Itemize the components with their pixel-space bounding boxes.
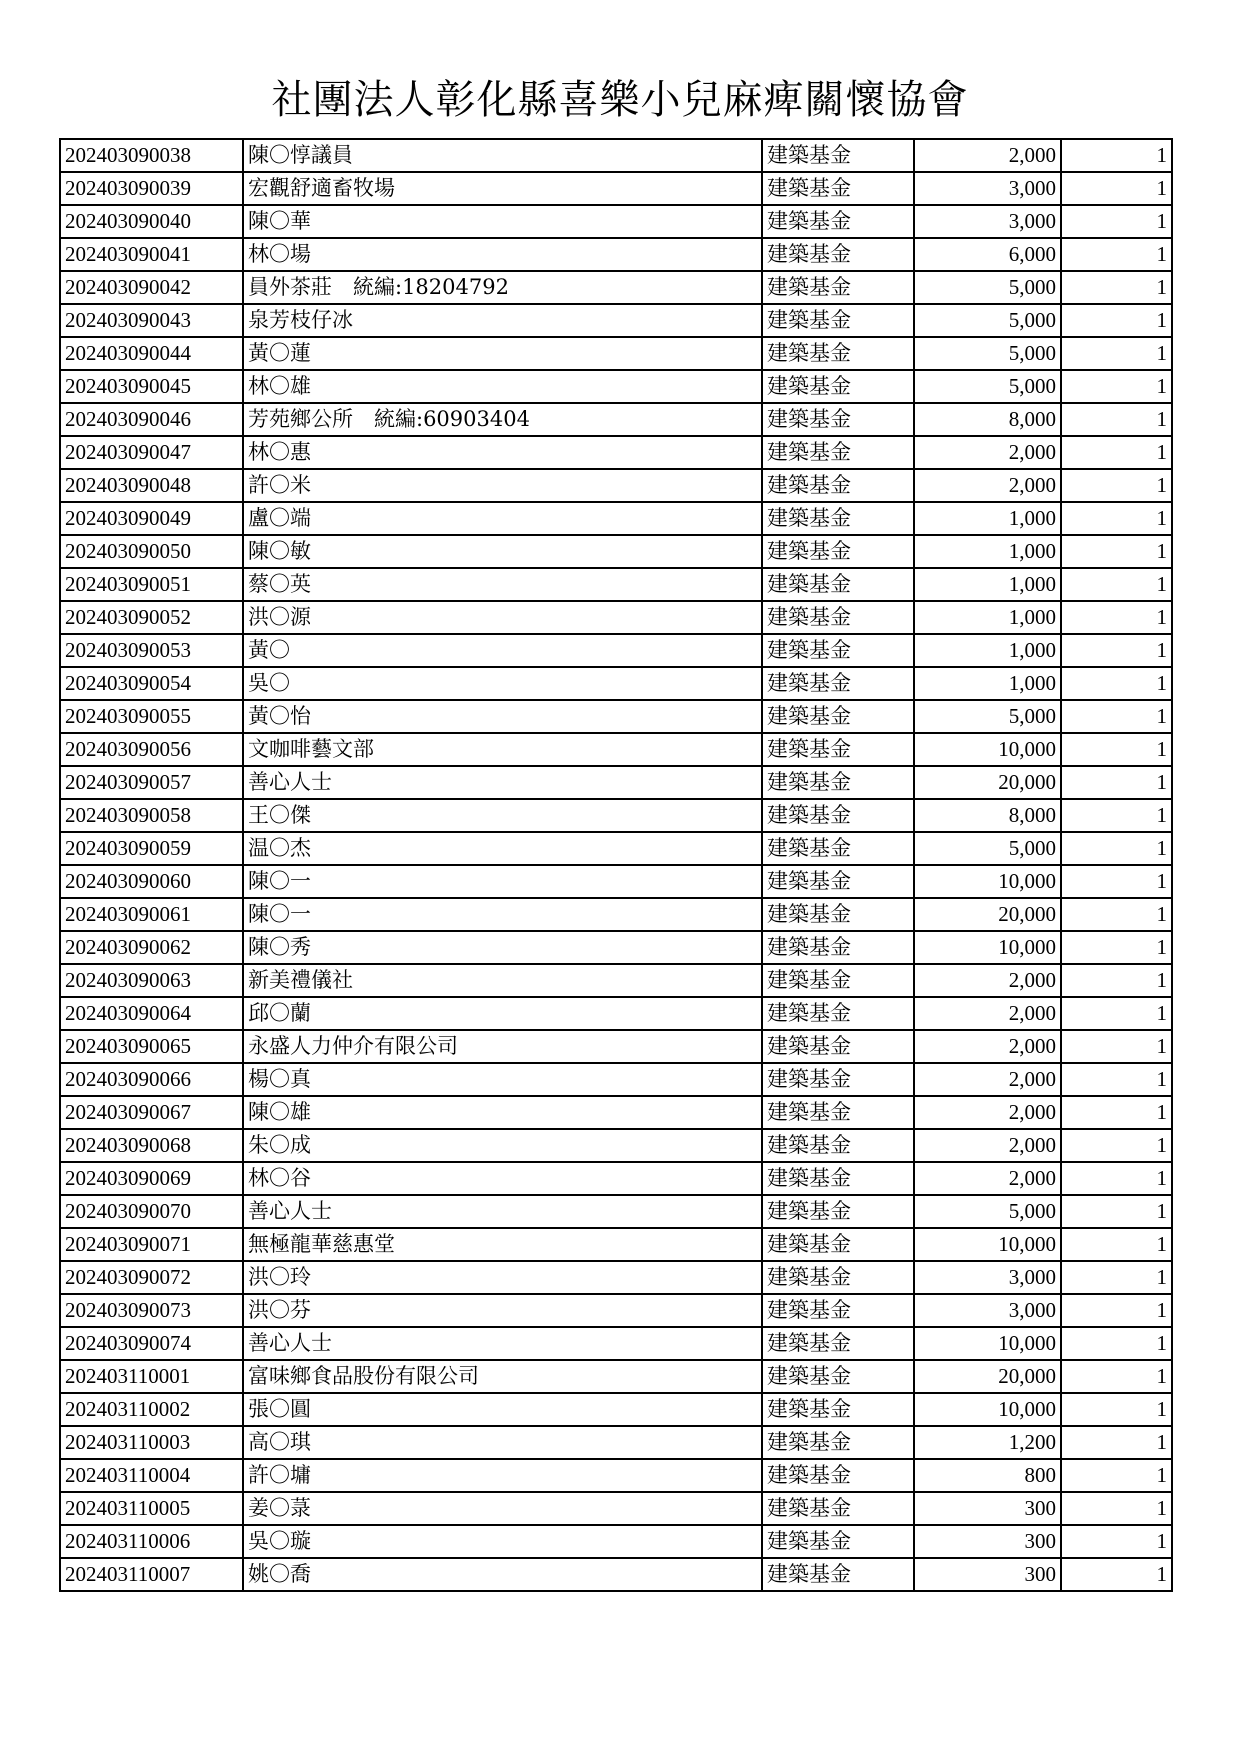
donor-name-cell: 洪〇玲 xyxy=(243,1261,762,1294)
donor-name-cell: 林〇谷 xyxy=(243,1162,762,1195)
table-row xyxy=(60,1162,1172,1195)
receipt-number-cell: 202403090066 xyxy=(60,1063,243,1096)
count-cell: 1 xyxy=(1061,1195,1172,1228)
donor-name-cell: 善心人士 xyxy=(243,1327,762,1360)
receipt-number-cell: 202403090074 xyxy=(60,1327,243,1360)
receipt-number-cell: 202403090063 xyxy=(60,964,243,997)
count-cell: 1 xyxy=(1061,304,1172,337)
receipt-number-cell: 202403090056 xyxy=(60,733,243,766)
table-row xyxy=(60,1327,1172,1360)
donation-amount-cell: 1,200 xyxy=(914,1426,1061,1459)
count-cell: 1 xyxy=(1061,733,1172,766)
donor-name-cell: 許〇墉 xyxy=(243,1459,762,1492)
donation-amount-cell: 2,000 xyxy=(914,139,1061,172)
donation-amount-cell: 5,000 xyxy=(914,700,1061,733)
donation-amount-cell: 5,000 xyxy=(914,1195,1061,1228)
table-row xyxy=(60,1459,1172,1492)
table-row xyxy=(60,700,1172,733)
donation-amount-cell: 5,000 xyxy=(914,304,1061,337)
fund-type-cell: 建築基金 xyxy=(762,436,914,469)
fund-type-cell: 建築基金 xyxy=(762,700,914,733)
donation-amount-cell: 3,000 xyxy=(914,172,1061,205)
donation-amount-cell: 300 xyxy=(914,1525,1061,1558)
donation-amount-cell: 2,000 xyxy=(914,964,1061,997)
donor-name-cell: 黃〇怡 xyxy=(243,700,762,733)
fund-type-cell: 建築基金 xyxy=(762,1261,914,1294)
count-cell: 1 xyxy=(1061,205,1172,238)
page-title: 社團法人彰化縣喜樂小兒麻痺關懷協會 xyxy=(271,77,969,123)
receipt-number-cell: 202403090073 xyxy=(60,1294,243,1327)
donation-amount-cell: 5,000 xyxy=(914,271,1061,304)
receipt-number-cell: 202403110004 xyxy=(60,1459,243,1492)
table-row xyxy=(60,568,1172,601)
donor-name-cell: 洪〇源 xyxy=(243,601,762,634)
receipt-number-cell: 202403090053 xyxy=(60,634,243,667)
receipt-number-cell: 202403110005 xyxy=(60,1492,243,1525)
count-cell: 1 xyxy=(1061,1129,1172,1162)
receipt-number-cell: 202403090048 xyxy=(60,469,243,502)
count-cell: 1 xyxy=(1061,997,1172,1030)
donation-amount-cell: 1,000 xyxy=(914,502,1061,535)
fund-type-cell: 建築基金 xyxy=(762,1327,914,1360)
fund-type-cell: 建築基金 xyxy=(762,337,914,370)
donor-name-cell: 盧〇端 xyxy=(243,502,762,535)
donation-table xyxy=(59,138,1173,1592)
receipt-number-cell: 202403090060 xyxy=(60,865,243,898)
count-cell: 1 xyxy=(1061,865,1172,898)
count-cell: 1 xyxy=(1061,1063,1172,1096)
receipt-number-cell: 202403090061 xyxy=(60,898,243,931)
fund-type-cell: 建築基金 xyxy=(762,1426,914,1459)
donor-name-cell: 林〇雄 xyxy=(243,370,762,403)
count-cell: 1 xyxy=(1061,535,1172,568)
donor-name-cell: 吳〇璇 xyxy=(243,1525,762,1558)
count-cell: 1 xyxy=(1061,337,1172,370)
fund-type-cell: 建築基金 xyxy=(762,1558,914,1591)
donation-amount-cell: 5,000 xyxy=(914,832,1061,865)
count-cell: 1 xyxy=(1061,172,1172,205)
receipt-number-cell: 202403090057 xyxy=(60,766,243,799)
table-row xyxy=(60,964,1172,997)
table-row xyxy=(60,1360,1172,1393)
donor-name-cell: 陳〇華 xyxy=(243,205,762,238)
table-row xyxy=(60,1393,1172,1426)
table-row xyxy=(60,898,1172,931)
donor-name-cell: 蔡〇英 xyxy=(243,568,762,601)
fund-type-cell: 建築基金 xyxy=(762,799,914,832)
donation-amount-cell: 2,000 xyxy=(914,1129,1061,1162)
donation-amount-cell: 20,000 xyxy=(914,898,1061,931)
count-cell: 1 xyxy=(1061,1459,1172,1492)
donor-name-cell: 芳苑鄉公所 統編:60903404 xyxy=(243,403,762,436)
count-cell: 1 xyxy=(1061,403,1172,436)
fund-type-cell: 建築基金 xyxy=(762,139,914,172)
count-cell: 1 xyxy=(1061,931,1172,964)
donation-amount-cell: 300 xyxy=(914,1558,1061,1591)
donor-name-cell: 新美禮儀社 xyxy=(243,964,762,997)
donation-amount-cell: 2,000 xyxy=(914,436,1061,469)
fund-type-cell: 建築基金 xyxy=(762,1129,914,1162)
donor-name-cell: 張〇圓 xyxy=(243,1393,762,1426)
donor-name-cell: 善心人士 xyxy=(243,1195,762,1228)
count-cell: 1 xyxy=(1061,1393,1172,1426)
donation-amount-cell: 3,000 xyxy=(914,205,1061,238)
table-row xyxy=(60,238,1172,271)
table-row xyxy=(60,172,1172,205)
table-row xyxy=(60,1492,1172,1525)
donation-amount-cell: 1,000 xyxy=(914,634,1061,667)
receipt-number-cell: 202403110007 xyxy=(60,1558,243,1591)
fund-type-cell: 建築基金 xyxy=(762,535,914,568)
donor-name-cell: 文咖啡藝文部 xyxy=(243,733,762,766)
table-row xyxy=(60,799,1172,832)
receipt-number-cell: 202403090046 xyxy=(60,403,243,436)
count-cell: 1 xyxy=(1061,238,1172,271)
donor-name-cell: 許〇米 xyxy=(243,469,762,502)
fund-type-cell: 建築基金 xyxy=(762,1096,914,1129)
donation-table-body xyxy=(60,139,1172,1591)
table-row xyxy=(60,1261,1172,1294)
receipt-number-cell: 202403090041 xyxy=(60,238,243,271)
table-row xyxy=(60,634,1172,667)
fund-type-cell: 建築基金 xyxy=(762,502,914,535)
fund-type-cell: 建築基金 xyxy=(762,568,914,601)
table-row xyxy=(60,337,1172,370)
donor-name-cell: 朱〇成 xyxy=(243,1129,762,1162)
donor-name-cell: 無極龍華慈惠堂 xyxy=(243,1228,762,1261)
receipt-number-cell: 202403090055 xyxy=(60,700,243,733)
donation-amount-cell: 2,000 xyxy=(914,1063,1061,1096)
count-cell: 1 xyxy=(1061,1525,1172,1558)
fund-type-cell: 建築基金 xyxy=(762,1063,914,1096)
count-cell: 1 xyxy=(1061,1558,1172,1591)
fund-type-cell: 建築基金 xyxy=(762,601,914,634)
table-row xyxy=(60,469,1172,502)
donation-amount-cell: 3,000 xyxy=(914,1294,1061,1327)
donor-name-cell: 員外茶莊 統編:18204792 xyxy=(243,271,762,304)
fund-type-cell: 建築基金 xyxy=(762,1294,914,1327)
count-cell: 1 xyxy=(1061,436,1172,469)
donation-amount-cell: 10,000 xyxy=(914,1327,1061,1360)
fund-type-cell: 建築基金 xyxy=(762,403,914,436)
table-row xyxy=(60,304,1172,337)
table-row xyxy=(60,997,1172,1030)
donor-name-cell: 林〇惠 xyxy=(243,436,762,469)
donation-amount-cell: 5,000 xyxy=(914,370,1061,403)
fund-type-cell: 建築基金 xyxy=(762,634,914,667)
fund-type-cell: 建築基金 xyxy=(762,205,914,238)
donor-name-cell: 陳〇敏 xyxy=(243,535,762,568)
donor-name-cell: 陳〇惇議員 xyxy=(243,139,762,172)
fund-type-cell: 建築基金 xyxy=(762,1360,914,1393)
table-row xyxy=(60,1294,1172,1327)
table-row xyxy=(60,1426,1172,1459)
fund-type-cell: 建築基金 xyxy=(762,1162,914,1195)
fund-type-cell: 建築基金 xyxy=(762,1030,914,1063)
receipt-number-cell: 202403090062 xyxy=(60,931,243,964)
count-cell: 1 xyxy=(1061,1261,1172,1294)
donation-amount-cell: 300 xyxy=(914,1492,1061,1525)
donation-amount-cell: 20,000 xyxy=(914,766,1061,799)
donation-amount-cell: 1,000 xyxy=(914,568,1061,601)
table-row xyxy=(60,766,1172,799)
count-cell: 1 xyxy=(1061,271,1172,304)
donation-amount-cell: 10,000 xyxy=(914,1228,1061,1261)
donation-amount-cell: 5,000 xyxy=(914,337,1061,370)
table-row xyxy=(60,601,1172,634)
receipt-number-cell: 202403090064 xyxy=(60,997,243,1030)
count-cell: 1 xyxy=(1061,1492,1172,1525)
table-row xyxy=(60,832,1172,865)
donor-name-cell: 楊〇真 xyxy=(243,1063,762,1096)
count-cell: 1 xyxy=(1061,568,1172,601)
donor-name-cell: 姜〇菉 xyxy=(243,1492,762,1525)
table-row xyxy=(60,1129,1172,1162)
receipt-number-cell: 202403090072 xyxy=(60,1261,243,1294)
donation-amount-cell: 10,000 xyxy=(914,1393,1061,1426)
receipt-number-cell: 202403090043 xyxy=(60,304,243,337)
donation-amount-cell: 2,000 xyxy=(914,469,1061,502)
receipt-number-cell: 202403090054 xyxy=(60,667,243,700)
donor-name-cell: 泉芳枝仔冰 xyxy=(243,304,762,337)
count-cell: 1 xyxy=(1061,1030,1172,1063)
donation-amount-cell: 20,000 xyxy=(914,1360,1061,1393)
donation-amount-cell: 2,000 xyxy=(914,997,1061,1030)
receipt-number-cell: 202403110001 xyxy=(60,1360,243,1393)
fund-type-cell: 建築基金 xyxy=(762,1459,914,1492)
fund-type-cell: 建築基金 xyxy=(762,304,914,337)
fund-type-cell: 建築基金 xyxy=(762,370,914,403)
donor-name-cell: 陳〇雄 xyxy=(243,1096,762,1129)
fund-type-cell: 建築基金 xyxy=(762,865,914,898)
table-row xyxy=(60,535,1172,568)
count-cell: 1 xyxy=(1061,700,1172,733)
donor-name-cell: 黃〇 xyxy=(243,634,762,667)
fund-type-cell: 建築基金 xyxy=(762,1228,914,1261)
donor-name-cell: 林〇場 xyxy=(243,238,762,271)
receipt-number-cell: 202403090042 xyxy=(60,271,243,304)
receipt-number-cell: 202403110002 xyxy=(60,1393,243,1426)
receipt-number-cell: 202403090071 xyxy=(60,1228,243,1261)
fund-type-cell: 建築基金 xyxy=(762,733,914,766)
donation-amount-cell: 10,000 xyxy=(914,733,1061,766)
count-cell: 1 xyxy=(1061,799,1172,832)
count-cell: 1 xyxy=(1061,766,1172,799)
donation-amount-cell: 6,000 xyxy=(914,238,1061,271)
count-cell: 1 xyxy=(1061,1360,1172,1393)
receipt-number-cell: 202403090039 xyxy=(60,172,243,205)
table-row xyxy=(60,205,1172,238)
table-row xyxy=(60,1030,1172,1063)
receipt-number-cell: 202403090049 xyxy=(60,502,243,535)
donor-name-cell: 宏觀舒適畜牧場 xyxy=(243,172,762,205)
table-row xyxy=(60,1063,1172,1096)
donation-amount-cell: 1,000 xyxy=(914,535,1061,568)
donation-amount-cell: 8,000 xyxy=(914,403,1061,436)
table-row xyxy=(60,271,1172,304)
donation-amount-cell: 3,000 xyxy=(914,1261,1061,1294)
donor-name-cell: 吳〇 xyxy=(243,667,762,700)
donor-name-cell: 黃〇蓮 xyxy=(243,337,762,370)
table-row xyxy=(60,733,1172,766)
table-row xyxy=(60,1096,1172,1129)
donation-amount-cell: 800 xyxy=(914,1459,1061,1492)
count-cell: 1 xyxy=(1061,634,1172,667)
fund-type-cell: 建築基金 xyxy=(762,172,914,205)
count-cell: 1 xyxy=(1061,1294,1172,1327)
table-row xyxy=(60,865,1172,898)
count-cell: 1 xyxy=(1061,502,1172,535)
receipt-number-cell: 202403090038 xyxy=(60,139,243,172)
count-cell: 1 xyxy=(1061,601,1172,634)
donor-name-cell: 高〇琪 xyxy=(243,1426,762,1459)
receipt-number-cell: 202403090050 xyxy=(60,535,243,568)
donor-name-cell: 姚〇喬 xyxy=(243,1558,762,1591)
donor-name-cell: 永盛人力仲介有限公司 xyxy=(243,1030,762,1063)
fund-type-cell: 建築基金 xyxy=(762,1492,914,1525)
count-cell: 1 xyxy=(1061,370,1172,403)
count-cell: 1 xyxy=(1061,964,1172,997)
donation-amount-cell: 10,000 xyxy=(914,865,1061,898)
table-row xyxy=(60,370,1172,403)
fund-type-cell: 建築基金 xyxy=(762,898,914,931)
count-cell: 1 xyxy=(1061,1426,1172,1459)
donor-name-cell: 王〇傑 xyxy=(243,799,762,832)
fund-type-cell: 建築基金 xyxy=(762,964,914,997)
fund-type-cell: 建築基金 xyxy=(762,238,914,271)
table-row xyxy=(60,502,1172,535)
fund-type-cell: 建築基金 xyxy=(762,997,914,1030)
donation-amount-cell: 2,000 xyxy=(914,1096,1061,1129)
count-cell: 1 xyxy=(1061,898,1172,931)
receipt-number-cell: 202403090065 xyxy=(60,1030,243,1063)
donor-name-cell: 邱〇蘭 xyxy=(243,997,762,1030)
count-cell: 1 xyxy=(1061,1162,1172,1195)
fund-type-cell: 建築基金 xyxy=(762,667,914,700)
donation-amount-cell: 2,000 xyxy=(914,1162,1061,1195)
donor-name-cell: 陳〇一 xyxy=(243,898,762,931)
receipt-number-cell: 202403090059 xyxy=(60,832,243,865)
fund-type-cell: 建築基金 xyxy=(762,1525,914,1558)
receipt-number-cell: 202403090045 xyxy=(60,370,243,403)
table-row xyxy=(60,1228,1172,1261)
donor-name-cell: 陳〇秀 xyxy=(243,931,762,964)
donation-amount-cell: 2,000 xyxy=(914,1030,1061,1063)
donor-name-cell: 洪〇芬 xyxy=(243,1294,762,1327)
receipt-number-cell: 202403090067 xyxy=(60,1096,243,1129)
receipt-number-cell: 202403090069 xyxy=(60,1162,243,1195)
donation-amount-cell: 1,000 xyxy=(914,667,1061,700)
donor-name-cell: 温〇杰 xyxy=(243,832,762,865)
count-cell: 1 xyxy=(1061,1096,1172,1129)
fund-type-cell: 建築基金 xyxy=(762,832,914,865)
table-row xyxy=(60,403,1172,436)
donation-amount-cell: 8,000 xyxy=(914,799,1061,832)
receipt-number-cell: 202403110006 xyxy=(60,1525,243,1558)
receipt-number-cell: 202403090044 xyxy=(60,337,243,370)
count-cell: 1 xyxy=(1061,667,1172,700)
table-row xyxy=(60,1195,1172,1228)
fund-type-cell: 建築基金 xyxy=(762,931,914,964)
donation-amount-cell: 10,000 xyxy=(914,931,1061,964)
fund-type-cell: 建築基金 xyxy=(762,1195,914,1228)
count-cell: 1 xyxy=(1061,832,1172,865)
table-row xyxy=(60,139,1172,172)
count-cell: 1 xyxy=(1061,139,1172,172)
receipt-number-cell: 202403110003 xyxy=(60,1426,243,1459)
table-row xyxy=(60,667,1172,700)
table-row xyxy=(60,1558,1172,1591)
table-row xyxy=(60,436,1172,469)
receipt-number-cell: 202403090068 xyxy=(60,1129,243,1162)
table-row xyxy=(60,1525,1172,1558)
donor-name-cell: 善心人士 xyxy=(243,766,762,799)
receipt-number-cell: 202403090052 xyxy=(60,601,243,634)
fund-type-cell: 建築基金 xyxy=(762,469,914,502)
receipt-number-cell: 202403090058 xyxy=(60,799,243,832)
table-row xyxy=(60,931,1172,964)
receipt-number-cell: 202403090047 xyxy=(60,436,243,469)
fund-type-cell: 建築基金 xyxy=(762,271,914,304)
donor-name-cell: 陳〇一 xyxy=(243,865,762,898)
donation-amount-cell: 1,000 xyxy=(914,601,1061,634)
count-cell: 1 xyxy=(1061,469,1172,502)
fund-type-cell: 建築基金 xyxy=(762,766,914,799)
receipt-number-cell: 202403090040 xyxy=(60,205,243,238)
fund-type-cell: 建築基金 xyxy=(762,1393,914,1426)
donor-name-cell: 富味鄉食品股份有限公司 xyxy=(243,1360,762,1393)
count-cell: 1 xyxy=(1061,1327,1172,1360)
receipt-number-cell: 202403090070 xyxy=(60,1195,243,1228)
receipt-number-cell: 202403090051 xyxy=(60,568,243,601)
count-cell: 1 xyxy=(1061,1228,1172,1261)
